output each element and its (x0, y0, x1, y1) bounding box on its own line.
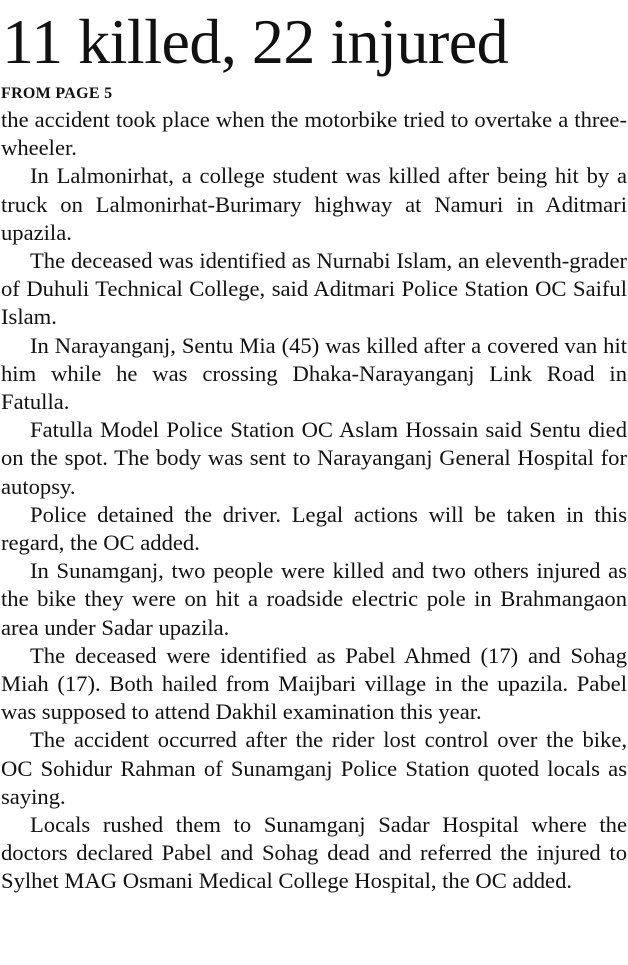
paragraph: In Narayanganj, Sentu Mia (45) was killed after a covered van hit him while he was crossing Dhaka-Narayanganj Link Road in Fatulla. (1, 332, 627, 415)
headline: 11 killed, 22 injured (2, 6, 509, 77)
jump-line: FROM PAGE 5 (1, 85, 113, 102)
article-body (1, 106, 627, 896)
paragraph: The deceased were identified as Pabel Ahmed (17) and Sohag Miah (17). Both hailed from Maijbari village in the upazila. Pabel was supposed to attend Dakhil examination this year. (1, 642, 627, 725)
paragraph: the accident took place when the motorbike tried to overtake a three-wheeler. (1, 107, 627, 161)
paragraph: The accident occurred after the rider lost control over the bike, OC Sohidur Rahman of Sunamganj Police Station quoted locals as saying. (1, 727, 627, 809)
paragraph: Fatulla Model Police Station OC Aslam Hossain said Sentu died on the spot. The body was sent to Narayanganj General Hospital for autopsy. (1, 417, 627, 499)
paragraph: In Sunamganj, two people were killed and two others injured as the bike they were on hit a roadside electric pole in Brahmangaon area under Sadar upazila. (1, 558, 627, 640)
paragraph: Police detained the driver. Legal actions will be taken in this regard, the OC added. (1, 501, 627, 556)
paragraph: Locals rushed them to Sunamganj Sadar Hospital where the doctors declared Pabel and Sohag dead and referred the injured to Sylhet MAG Osmani Medical College Hospital, the OC added. (1, 812, 627, 894)
paragraph: The deceased was identified as Nurnabi Islam, an eleventh-grader of Duhuli Technical College, said Aditmari Police Station OC Saiful Islam. (1, 248, 627, 330)
paragraph: In Lalmonirhat, a college student was killed after being hit by a truck on Lalmonirhat-Burimary highway at Namuri in Aditmari upazila. (1, 163, 627, 245)
